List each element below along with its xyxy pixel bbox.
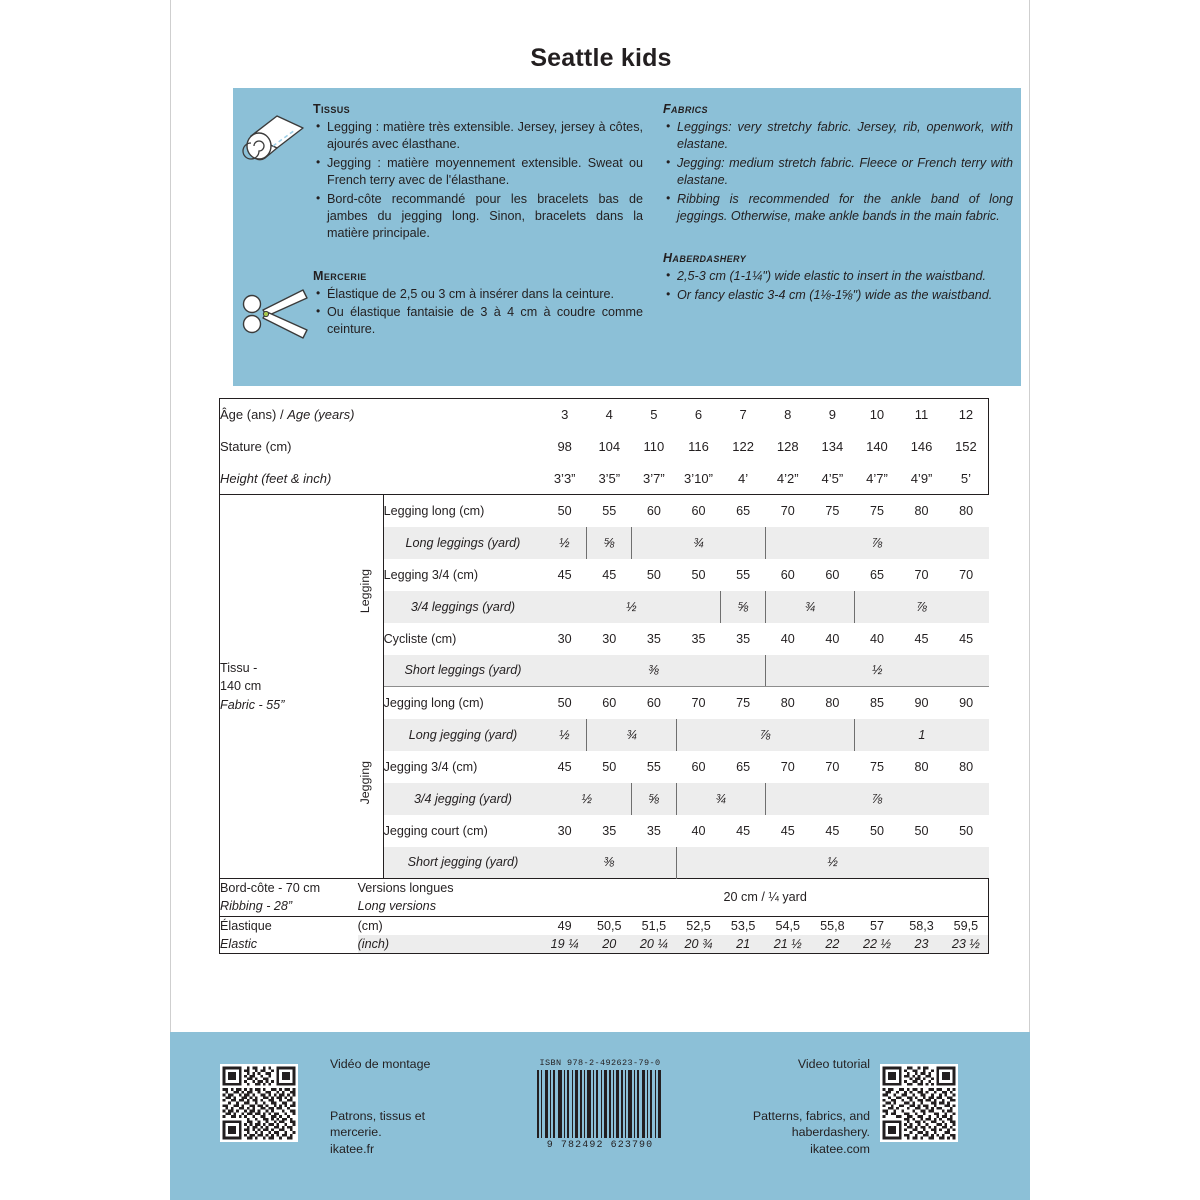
data-cell: 45	[825, 823, 840, 838]
barcode-digits: 9 782492 623790	[546, 1140, 654, 1151]
list-item: • Ou élastique fantaisie de 3 à 4 cm à coudre comme ceinture.	[327, 304, 643, 339]
ribbing-value: 20 cm / ¼ yard	[542, 879, 988, 917]
shop-url-en[interactable]: ikatee.com	[810, 1141, 870, 1156]
data-cell: 80	[825, 695, 840, 710]
header-cell: 140	[866, 439, 888, 454]
list-item: • Bord-côte recommandé pour les bracelets bas de jambes du jegging long. Sinon, bracelets dans la matière principale.	[327, 191, 643, 243]
fabric-roll-icon	[237, 106, 311, 180]
video-label-fr: Vidéo de montage	[330, 1057, 431, 1071]
header-cell: 122	[732, 439, 754, 454]
data-cell-span: ⅞	[871, 535, 883, 550]
data-cell-span: ½	[542, 719, 587, 751]
row-label: Jegging court (cm)	[383, 823, 488, 838]
header-cell: 11	[899, 399, 944, 431]
elastic-inch-label: (inch)	[358, 935, 543, 954]
list-item: • Élastique de 2,5 ou 3 cm à insérer dans la ceinture.	[327, 286, 643, 303]
data-cell: 50	[691, 567, 706, 582]
haberdashery-heading-fr: Mercerie	[313, 268, 367, 283]
data-cell: 65	[736, 759, 751, 774]
hdr-label-en: Height (feet & inch)	[220, 470, 332, 486]
data-cell: 55,8	[810, 916, 855, 935]
data-cell: 80	[959, 759, 974, 774]
header-cell: 3’10”	[676, 463, 721, 495]
data-cell: 65	[736, 503, 751, 518]
data-cell: 20 ¼	[632, 935, 677, 954]
header-cell: 4’7”	[855, 463, 900, 495]
data-cell: 35	[602, 823, 617, 838]
data-cell: 60	[602, 695, 617, 710]
header-cell: 4	[587, 399, 632, 431]
data-cell: 50	[914, 823, 929, 838]
table-header-row	[220, 463, 989, 495]
list-item: • Legging : matière très extensible. Jersey, jersey à côtes, ajourés avec élasthane.	[327, 119, 643, 154]
data-cell: 55	[602, 503, 617, 518]
data-cell-span: ⅝	[721, 591, 766, 623]
elastic-cm-row	[220, 916, 989, 935]
data-cell-span: ½	[542, 527, 587, 559]
data-cell: 50	[557, 503, 572, 518]
row-label: Short jegging (yard)	[383, 847, 542, 879]
data-cell-span: ⅜	[542, 847, 676, 879]
data-cell: 70	[780, 759, 795, 774]
header-cell: 9	[810, 399, 855, 431]
data-cell: 35	[646, 823, 661, 838]
data-cell: 50	[646, 567, 661, 582]
row-label: 3/4 jegging (yard)	[383, 783, 542, 815]
data-cell: 70	[959, 567, 974, 582]
data-cell-span: ¾	[676, 783, 765, 815]
data-cell: 45	[736, 823, 751, 838]
qr-code-fr[interactable]	[220, 1064, 298, 1142]
data-cell: 70	[780, 503, 795, 518]
fabrics-list-en	[663, 119, 1013, 225]
data-cell: 60	[691, 759, 706, 774]
header-cell: 3’5”	[587, 463, 632, 495]
row-label: Legging 3/4 (cm)	[383, 567, 479, 582]
data-cell: 51,5	[632, 916, 677, 935]
footer	[170, 1032, 1030, 1200]
data-cell: 70	[825, 759, 840, 774]
data-cell: 40	[825, 631, 840, 646]
measurement-table-wrap	[219, 398, 989, 954]
hdr-label-en: Age (years)	[287, 407, 355, 423]
row-label: Long jegging (yard)	[383, 719, 542, 751]
header-cell: 4’9”	[899, 463, 944, 495]
data-cell: 40	[691, 823, 706, 838]
data-cell: 45	[602, 567, 617, 582]
ribbing-sub-label: Versions longues Long versions	[358, 879, 543, 917]
list-item: • Jegging: medium stretch fabric. Fleece or French terry with elastane.	[677, 155, 1013, 190]
shop-label-fr	[330, 1108, 510, 1157]
data-cell: 75	[736, 695, 751, 710]
fabrics-heading-fr: Tissus	[313, 102, 351, 116]
video-label-en: Video tutorial	[797, 1057, 870, 1071]
data-cell-span: ½	[542, 783, 631, 815]
data-cell: 54,5	[765, 916, 810, 935]
data-cell: 75	[869, 503, 884, 518]
data-cell-span: 1	[918, 727, 926, 742]
data-cell-span: ½	[542, 591, 720, 623]
header-row-label	[220, 463, 543, 495]
data-cell-span: ⅞	[676, 719, 854, 751]
row-label: Jegging 3/4 (cm)	[383, 759, 478, 774]
data-cell: 30	[557, 823, 572, 838]
fabric-group-label: Tissu - 140 cm Fabric - 55”	[220, 661, 285, 712]
data-cell: 60	[825, 567, 840, 582]
data-cell: 55	[646, 759, 661, 774]
info-column-french	[313, 102, 643, 340]
data-cell: 50	[602, 759, 617, 774]
elastic-group-label: Élastique Elastic	[220, 916, 358, 954]
data-cell: 80	[914, 759, 929, 774]
measurement-table	[219, 398, 989, 954]
header-cell: 3’3”	[542, 463, 587, 495]
data-cell: 60	[691, 503, 706, 518]
info-column-english	[663, 102, 1013, 305]
data-cell: 58,3	[899, 916, 944, 935]
data-cell: 70	[691, 695, 706, 710]
barcode-bars	[525, 1070, 675, 1138]
shop-line: mercerie.	[330, 1125, 382, 1140]
data-cell: 45	[780, 823, 795, 838]
list-item: • Leggings: very stretchy fabric. Jersey, rib, openwork, with elastane.	[677, 119, 1013, 154]
haberdashery-heading-en: Haberdashery	[663, 251, 747, 266]
data-cell: 80	[914, 503, 929, 518]
shop-label-en	[710, 1108, 870, 1157]
info-panel	[233, 88, 1021, 386]
data-cell-span: ⅞	[916, 599, 928, 614]
data-cell: 90	[914, 695, 929, 710]
elastic-cm-label: (cm)	[358, 916, 543, 935]
list-item: • 2,5-3 cm (1-1¼") wide elastic to insert in the waistband.	[677, 268, 1013, 285]
header-cell: 104	[598, 439, 621, 454]
haberdashery-list-fr	[313, 286, 643, 339]
data-cell: 19 ¼	[542, 935, 587, 954]
header-cell: 110	[643, 439, 665, 454]
row-label: Legging long (cm)	[383, 503, 485, 518]
data-cell: 45	[914, 631, 929, 646]
hdr-label-fr: Stature (cm)	[220, 439, 292, 454]
row-label: Jegging long (cm)	[383, 695, 484, 710]
data-cell: 50	[557, 695, 572, 710]
list-item: • Or fancy elastic 3-4 cm (1⅛-1⅝") wide as the waistband.	[677, 287, 1013, 304]
ribbing-group-label: Bord-côte - 70 cm Ribbing - 28”	[220, 879, 358, 917]
data-cell: 40	[869, 631, 884, 646]
data-cell: 45	[557, 567, 572, 582]
shop-line: Patterns, fabrics, and	[752, 1109, 870, 1123]
data-cell: 80	[959, 503, 974, 518]
data-cell: 30	[602, 631, 617, 646]
list-item: • Ribbing is recommended for the ankle band of long jeggings. Otherwise, make ankle bands in the main fabric.	[677, 191, 1013, 226]
header-row-label	[220, 431, 543, 463]
isbn-text: ISBN 978-2-492623-79-0	[539, 1058, 661, 1068]
data-cell: 22 ½	[855, 935, 900, 954]
hdr-label-fr: Âge (ans)	[220, 407, 277, 423]
header-cell: 4’	[721, 463, 766, 495]
data-cell: 45	[557, 759, 572, 774]
data-cell: 57	[855, 916, 900, 935]
data-cell: 50	[959, 823, 974, 838]
data-cell: 60	[780, 567, 795, 582]
data-cell: 60	[646, 695, 661, 710]
header-cell: 12	[944, 399, 989, 431]
data-cell-span: ½	[827, 855, 838, 870]
data-cell: 21 ½	[765, 935, 810, 954]
pattern-back-cover	[170, 0, 1030, 1200]
data-cell: 50	[869, 823, 884, 838]
data-cell: 53,5	[721, 916, 766, 935]
row-label: Short leggings (yard)	[383, 655, 542, 687]
icon-column	[233, 88, 311, 386]
ribbing-row	[220, 879, 989, 917]
data-cell: 45	[959, 631, 974, 646]
row-label: 3/4 leggings (yard)	[383, 591, 542, 623]
data-cell-span: ⅞	[871, 791, 883, 806]
header-cell: 6	[676, 399, 721, 431]
data-cell: 59,5	[944, 916, 989, 935]
data-cell-span: ⅜	[542, 655, 765, 687]
data-cell: 23 ½	[944, 935, 989, 954]
jegging-group-cell: Jegging	[358, 687, 383, 879]
header-cell: 10	[855, 399, 900, 431]
data-cell: 35	[691, 631, 706, 646]
header-row-label: Âge (ans) / Age (years)	[220, 399, 543, 431]
row-label: Long leggings (yard)	[383, 527, 542, 559]
shop-url-fr[interactable]: ikatee.fr	[330, 1141, 375, 1156]
data-cell: 35	[646, 631, 661, 646]
data-cell: 50,5	[587, 916, 632, 935]
header-cell: 7	[721, 399, 766, 431]
header-cell: 4’5”	[810, 463, 855, 495]
data-cell-span: ¾	[765, 591, 854, 623]
list-item: • Jegging : matière moyennement extensible. Sweat ou French terry avec de l'élasthane.	[327, 155, 643, 190]
header-cell: 98	[557, 439, 572, 454]
shop-line: haberdashery.	[791, 1125, 870, 1140]
data-cell: 35	[736, 631, 751, 646]
header-cell: 152	[944, 431, 989, 463]
header-cell: 5	[632, 399, 677, 431]
header-cell: 134	[821, 439, 844, 454]
data-cell: 40	[780, 631, 795, 646]
header-cell: 116	[688, 439, 709, 454]
barcode	[525, 1058, 675, 1151]
data-cell: 70	[914, 567, 929, 582]
header-cell: 146	[910, 439, 933, 454]
table-header-row	[220, 431, 989, 463]
data-cell: 85	[869, 695, 884, 710]
header-cell: 8	[765, 399, 810, 431]
data-cell: 55	[736, 567, 751, 582]
legging-group-cell: Legging	[358, 495, 383, 687]
data-cell: 52,5	[676, 916, 721, 935]
fabrics-list-fr	[313, 119, 643, 243]
data-cell: 49	[542, 916, 587, 935]
header-cell: 5’	[944, 463, 989, 495]
data-cell: 80	[780, 695, 795, 710]
data-cell-span: ¾	[587, 719, 676, 751]
header-cell: 3	[542, 399, 587, 431]
data-cell: 75	[825, 503, 840, 518]
data-cell: 20	[587, 935, 632, 954]
data-cell: 22	[810, 935, 855, 954]
data-cell-span: ¾	[632, 527, 766, 559]
data-cell: 21	[721, 935, 766, 954]
header-cell: 128	[776, 439, 799, 454]
data-cell: 90	[959, 695, 974, 710]
data-cell-span: ½	[765, 655, 988, 687]
data-cell: 20 ¾	[676, 935, 721, 954]
data-cell: 60	[646, 503, 661, 518]
header-cell: 3’7”	[632, 463, 677, 495]
data-cell: 65	[869, 567, 884, 582]
qr-code-en[interactable]	[880, 1064, 958, 1142]
table-header-row	[220, 399, 989, 431]
scissors-icon	[237, 276, 311, 350]
data-cell-span: ⅝	[587, 527, 632, 559]
data-cell-span: ⅝	[632, 783, 677, 815]
fabric-group-cell	[220, 495, 358, 879]
fabrics-heading-en: Fabrics	[663, 102, 708, 116]
row-label: Cycliste (cm)	[383, 631, 457, 646]
data-cell: 23	[899, 935, 944, 954]
data-cell: 75	[869, 759, 884, 774]
page-title: Seattle kids	[530, 44, 672, 72]
data-cell: 30	[557, 631, 572, 646]
haberdashery-list-en	[663, 268, 1013, 304]
table-row	[220, 495, 989, 527]
header-cell: 4’2”	[765, 463, 810, 495]
shop-line: Patrons, tissus et	[330, 1109, 426, 1123]
